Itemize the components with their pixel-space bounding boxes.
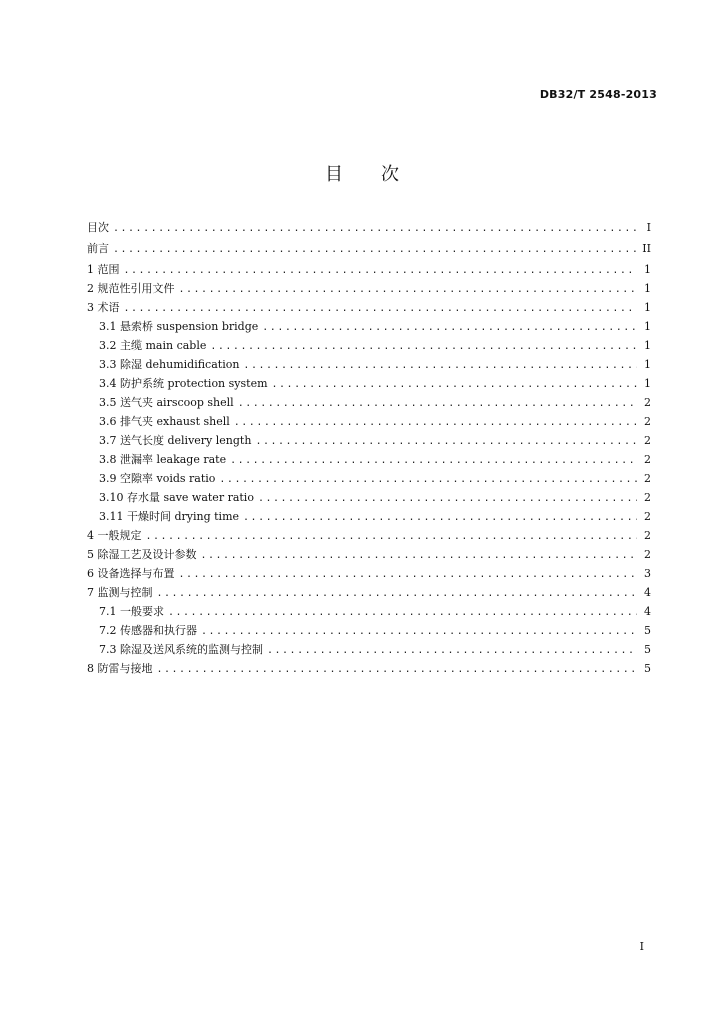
toc-entry-label: 6 设备选择与布置 xyxy=(87,567,175,580)
toc-entry-label: 3.5 送气夹 airscoop shell xyxy=(99,396,234,409)
toc-entry-scope[interactable] xyxy=(87,260,651,279)
toc-entry-label: 3.6 排气夹 exhaust shell xyxy=(99,415,230,428)
toc-entry-label: 3.9 空隙率 voids ratio xyxy=(99,472,216,485)
toc-entry-normative-references[interactable] xyxy=(87,279,651,298)
toc-entry-label: 7.2 传感器和执行器 xyxy=(99,624,197,637)
toc-entry-label: 3.3 除湿 dehumidification xyxy=(99,358,240,371)
dot-leader xyxy=(157,660,638,679)
toc-entry-label: 3.11 干燥时间 drying time xyxy=(99,510,240,523)
toc-entry-page: 2 xyxy=(644,434,651,447)
toc-entry-page: 5 xyxy=(644,643,651,656)
toc-entry-page: II xyxy=(642,242,651,255)
dot-leader xyxy=(262,318,637,337)
dot-leader xyxy=(124,299,638,318)
toc-entry-general-provisions[interactable] xyxy=(87,526,651,545)
toc-entry-terms[interactable] xyxy=(87,298,651,317)
toc-entry-label: 3.10 存水量 save water ratio xyxy=(99,491,254,504)
toc-entry-3-9[interactable] xyxy=(87,469,651,488)
toc-entry-label: 7.3 除湿及送风系统的监测与控制 xyxy=(99,643,263,656)
toc-entry-7-3[interactable] xyxy=(87,640,651,659)
toc-entry-lightning-grounding[interactable] xyxy=(87,659,651,678)
toc-entry-3-6[interactable] xyxy=(87,412,651,431)
toc-entry-page: 2 xyxy=(644,472,651,485)
dot-leader xyxy=(179,280,638,299)
document-code: DB32/T 2548-2013 xyxy=(539,88,657,101)
toc-entry-contents[interactable] xyxy=(87,218,651,237)
toc-entry-page: 2 xyxy=(644,415,651,428)
toc-entry-label: 7.1 一般要求 xyxy=(99,605,164,618)
dot-leader xyxy=(124,261,638,280)
toc-entry-7-1[interactable] xyxy=(87,602,651,621)
toc-entry-page: 4 xyxy=(644,586,651,599)
toc-entry-page: 5 xyxy=(644,662,651,675)
dot-leader xyxy=(201,546,638,565)
toc-entry-label: 5 除湿工艺及设计参数 xyxy=(87,548,197,561)
toc-entry-page: 1 xyxy=(644,263,651,276)
toc-entry-page: 1 xyxy=(644,282,651,295)
toc-entry-label: 3.1 悬索桥 suspension bridge xyxy=(99,320,259,333)
toc-entry-label: 8 防雷与接地 xyxy=(87,662,153,675)
page-number: I xyxy=(639,940,644,953)
toc-entry-label: 3.8 泄漏率 leakage rate xyxy=(99,453,227,466)
toc-entry-page: 5 xyxy=(644,624,651,637)
toc-entry-page: 2 xyxy=(644,453,651,466)
toc-entry-label: 1 范围 xyxy=(87,263,120,276)
toc-entry-page: 1 xyxy=(644,339,651,352)
toc-entry-label: 前言 xyxy=(87,242,109,255)
dot-leader xyxy=(234,413,637,432)
toc-entry-page: I xyxy=(646,221,651,234)
toc-entry-label: 3.4 防护系统 protection system xyxy=(99,377,268,390)
toc-heading-char-1: 目 xyxy=(325,164,343,185)
toc-entry-label: 4 一般规定 xyxy=(87,529,142,542)
dot-leader xyxy=(113,240,637,259)
toc-entry-monitoring-control[interactable] xyxy=(87,583,651,602)
toc-entry-3-5[interactable] xyxy=(87,393,651,412)
dot-leader xyxy=(146,527,638,546)
toc-entry-3-3[interactable] xyxy=(87,355,651,374)
toc-entry-label: 目次 xyxy=(87,221,109,234)
toc-entry-3-1[interactable] xyxy=(87,317,651,336)
toc-entry-3-4[interactable] xyxy=(87,374,651,393)
dot-leader xyxy=(255,432,637,451)
dot-leader xyxy=(272,375,637,394)
toc-entry-label: 7 监测与控制 xyxy=(87,586,153,599)
toc-entry-3-10[interactable] xyxy=(87,488,651,507)
dot-leader xyxy=(157,584,638,603)
toc-entry-page: 2 xyxy=(644,529,651,542)
toc-entry-3-7[interactable] xyxy=(87,431,651,450)
toc-entry-page: 1 xyxy=(644,358,651,371)
dot-leader xyxy=(258,489,637,508)
toc-entry-label: 3.7 送气长度 delivery length xyxy=(99,434,252,447)
dot-leader xyxy=(168,603,637,622)
dot-leader xyxy=(210,337,637,356)
toc-entry-page: 1 xyxy=(644,320,651,333)
toc-entry-label: 2 规范性引用文件 xyxy=(87,282,175,295)
toc-entry-dehumidification-process[interactable] xyxy=(87,545,651,564)
dot-leader xyxy=(243,356,637,375)
toc-entry-page: 2 xyxy=(644,510,651,523)
dot-leader xyxy=(201,622,637,641)
toc-entry-label: 3 术语 xyxy=(87,301,120,314)
toc-entry-7-2[interactable] xyxy=(87,621,651,640)
dot-leader xyxy=(113,219,637,238)
toc-entry-page: 1 xyxy=(644,301,651,314)
toc-entry-page: 1 xyxy=(644,377,651,390)
dot-leader xyxy=(230,451,637,470)
dot-leader xyxy=(179,565,638,584)
toc-heading-char-2: 次 xyxy=(381,164,399,185)
toc-entry-3-2[interactable] xyxy=(87,336,651,355)
toc-entry-3-8[interactable] xyxy=(87,450,651,469)
dot-leader xyxy=(267,641,637,660)
dot-leader xyxy=(219,470,637,489)
toc-entry-page: 2 xyxy=(644,396,651,409)
toc-entry-equipment-selection[interactable] xyxy=(87,564,651,583)
toc-entry-page: 2 xyxy=(644,548,651,561)
toc-entry-page: 4 xyxy=(644,605,651,618)
toc-entry-3-11[interactable] xyxy=(87,507,651,526)
toc-entry-label: 3.2 主缆 main cable xyxy=(99,339,207,352)
toc-heading xyxy=(0,160,724,186)
table-of-contents xyxy=(87,218,651,678)
dot-leader xyxy=(243,508,637,527)
toc-entry-foreword[interactable] xyxy=(87,239,651,258)
toc-entry-page: 3 xyxy=(644,567,651,580)
dot-leader xyxy=(238,394,637,413)
toc-entry-page: 2 xyxy=(644,491,651,504)
